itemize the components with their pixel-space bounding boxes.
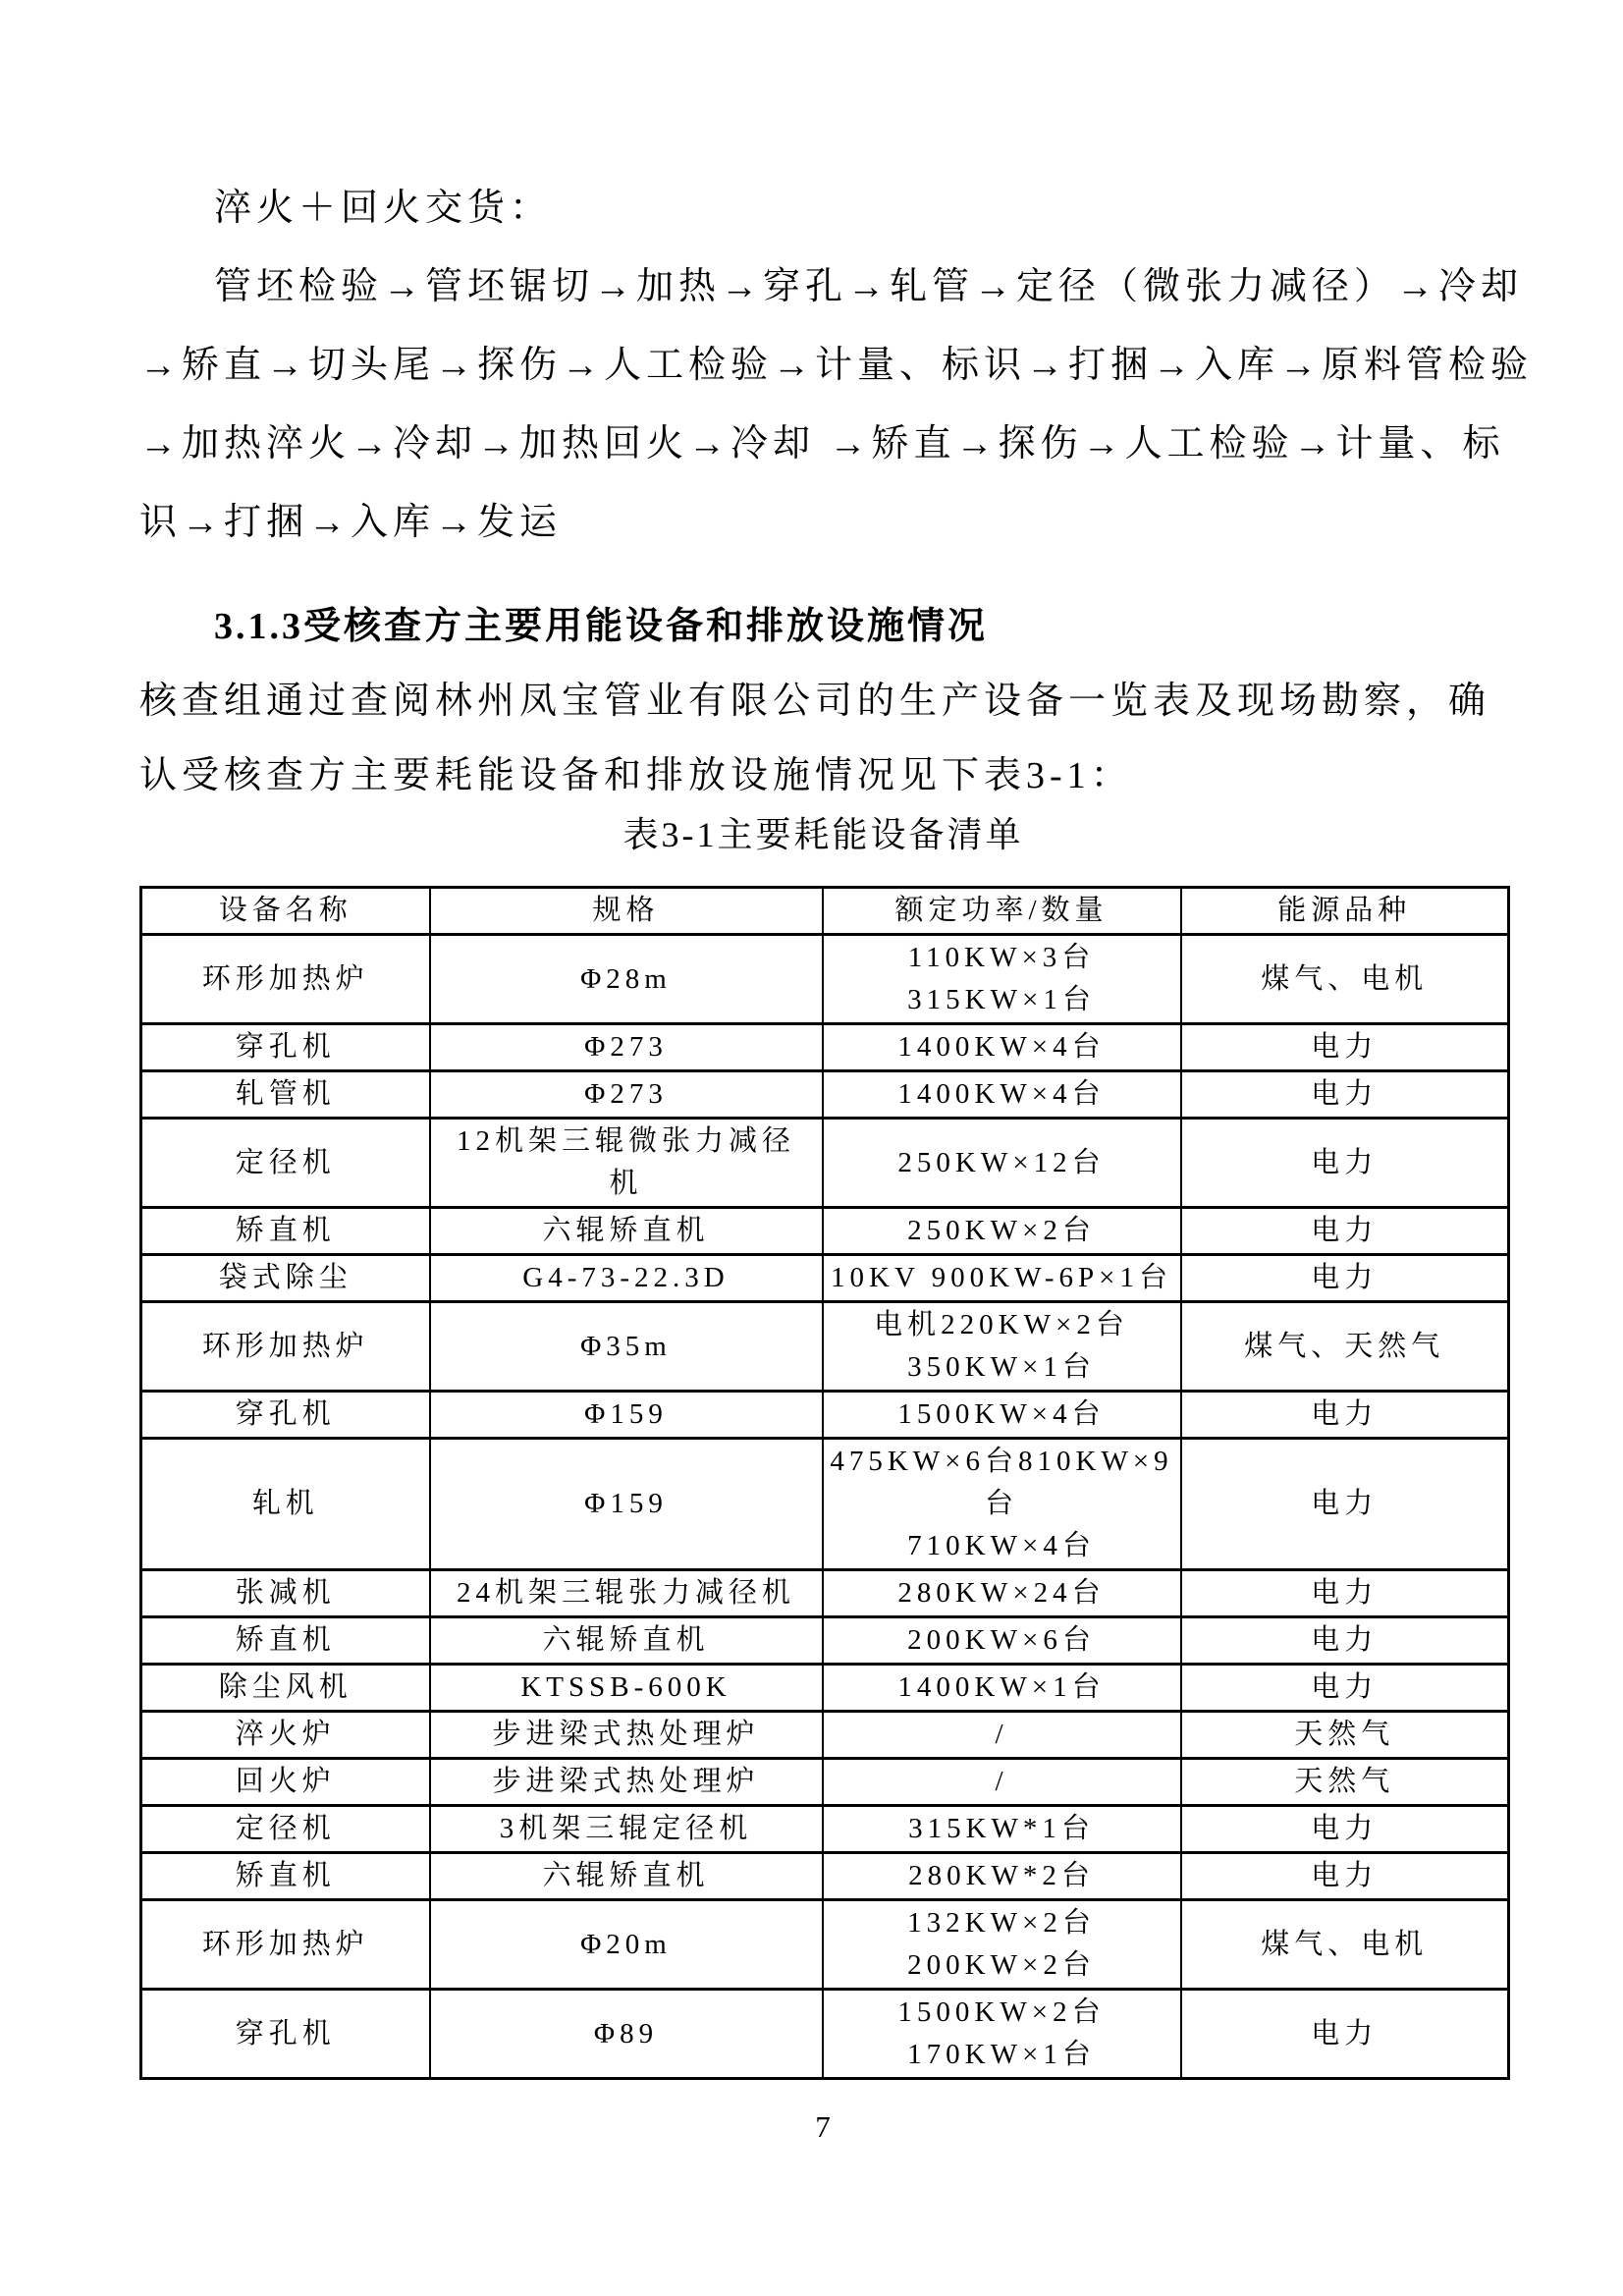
table-cell-line: 电力 (1311, 2017, 1379, 2050)
table-cell-line: 环形加热炉 (201, 962, 369, 995)
table-cell (141, 1759, 430, 1806)
table-cell-line: Φ35m (580, 1330, 672, 1362)
table-cell-line: 12机架三辊微张力减径 (456, 1125, 795, 1157)
table-cell-line: 回火炉 (235, 1766, 336, 1797)
table-cell-line: 步进梁式热处理炉 (492, 1766, 760, 1797)
table-cell (1181, 1392, 1509, 1439)
table-cell (141, 1255, 430, 1302)
table-cell (141, 935, 430, 1024)
table-cell (430, 1759, 823, 1806)
table-row (141, 1392, 1509, 1439)
table-cell (823, 1071, 1181, 1119)
table-cell-line: 1500KW×2台 (897, 1996, 1106, 2028)
table-cell (141, 1900, 430, 1990)
table-row (141, 1759, 1509, 1806)
table-cell-line: 定径机 (235, 1146, 336, 1178)
table-cell-line: KTSSB-600K (520, 1671, 731, 1703)
table-cell (141, 1665, 430, 1712)
table-cell (1181, 1024, 1509, 1071)
table-cell (141, 1071, 430, 1119)
table-cell-line: 除尘风机 (218, 1671, 352, 1703)
table-cell (141, 1617, 430, 1665)
table-cell-line: 六辊矫直机 (542, 1215, 710, 1246)
table-cell-line: 315KW×1台 (907, 984, 1096, 1015)
table-cell (430, 1617, 823, 1665)
paragraph-line: 认受核查方主要耗能设备和排放设施情况见下表3-1： (139, 755, 1133, 796)
table-cell-line: 10KV 900KW-6P×1台 (831, 1262, 1172, 1293)
table-cell-line: 电机220KW×2台 (874, 1309, 1129, 1340)
table-cell (1181, 1900, 1509, 1990)
table-cell (141, 1712, 430, 1759)
table-cell (823, 1665, 1181, 1712)
col-header-device-name: 设备名称 (141, 888, 430, 935)
table-cell (141, 1570, 430, 1617)
table-cell-line: 穿孔机 (235, 1398, 336, 1430)
table-cell-line: 24机架三辊张力减径机 (456, 1577, 795, 1609)
table-cell (1181, 1439, 1509, 1570)
table-cell-line: / (995, 1719, 1008, 1750)
table-cell (430, 1439, 823, 1570)
table-cell-line: 电力 (1311, 1671, 1379, 1703)
table-cell (430, 1900, 823, 1990)
table-cell (141, 1024, 430, 1071)
table-cell-line: 315KW*1台 (908, 1813, 1095, 1844)
process-flow-paragraph (139, 169, 1534, 562)
table-cell-line: 矫直机 (235, 1860, 336, 1891)
table-cell-line: 1500KW×4台 (897, 1398, 1106, 1430)
table-cell-line: 煤气、电机 (1261, 1928, 1429, 1960)
table-cell (823, 1853, 1181, 1900)
table-cell-line: 煤气、天然气 (1244, 1330, 1445, 1362)
table-cell-line: 280KW×24台 (897, 1577, 1106, 1609)
table-header-row (141, 888, 1509, 935)
table-cell-line: 250KW×12台 (897, 1146, 1106, 1178)
table-cell (430, 1302, 823, 1392)
table-cell-line: Φ89 (593, 2017, 659, 2050)
col-header-rated-power-qty: 额定功率/数量 (823, 888, 1181, 935)
table-cell (823, 1119, 1181, 1208)
table-row (141, 1071, 1509, 1119)
table-row (141, 1900, 1509, 1990)
table-cell (823, 1990, 1181, 2079)
table-cell (823, 1302, 1181, 1392)
table-cell (141, 1853, 430, 1900)
table-cell (823, 1759, 1181, 1806)
table-cell (430, 1712, 823, 1759)
table-cell-line: 机 (609, 1168, 643, 1199)
table-cell (141, 1302, 430, 1392)
table-cell (430, 935, 823, 1024)
table-cell (823, 1617, 1181, 1665)
table-cell (430, 1853, 823, 1900)
table-cell (823, 935, 1181, 1024)
table-cell-line: 六辊矫直机 (542, 1624, 710, 1656)
table-cell (1181, 1255, 1509, 1302)
table-cell (430, 1990, 823, 2079)
table-row (141, 1024, 1509, 1071)
table-cell-line: 天然气 (1294, 1719, 1395, 1750)
table-cell-line: / (995, 1766, 1008, 1797)
table-cell-line: 475KW×6台810KW×9台 (830, 1446, 1173, 1519)
table-cell-line: Φ273 (584, 1078, 668, 1110)
flow-line: 管坯检验→管坯锯切→加热→穿孔→轧管→定径（微张力减径）→冷却 (214, 266, 1524, 307)
table-cell (430, 1208, 823, 1255)
table-cell (1181, 1570, 1509, 1617)
table-title: 表3-1主要耗能设备清单 (622, 815, 1024, 854)
table-cell-line: 电力 (1311, 1262, 1379, 1293)
table-row (141, 1119, 1509, 1208)
table-cell (430, 1024, 823, 1071)
table-cell-line: 电力 (1311, 1078, 1379, 1110)
table-row (141, 1665, 1509, 1712)
table-cell (141, 1119, 430, 1208)
table-body (141, 935, 1509, 2079)
table-cell (430, 1806, 823, 1853)
table-cell (823, 1900, 1181, 1990)
table-cell (823, 1712, 1181, 1759)
table-cell-line: 穿孔机 (235, 2017, 336, 2050)
table-cell (141, 1990, 430, 2079)
table-cell-line: 煤气、电机 (1261, 962, 1429, 995)
table-cell-line: 环形加热炉 (201, 1330, 369, 1362)
table-cell (430, 1392, 823, 1439)
table-cell (1181, 1208, 1509, 1255)
table-cell (823, 1570, 1181, 1617)
table-cell-line: 200KW×2台 (907, 1949, 1096, 1981)
table-cell-line: 电力 (1311, 1215, 1379, 1246)
table-row (141, 1990, 1509, 2079)
table-cell (823, 1806, 1181, 1853)
flow-intro-line: 淬火＋回火交货： (214, 188, 553, 229)
table-cell-line: Φ273 (584, 1031, 668, 1063)
table-cell-line: Φ28m (580, 962, 672, 995)
table-cell-line: 350KW×1台 (907, 1351, 1096, 1383)
table-cell (141, 1439, 430, 1570)
table-cell-line: 矫直机 (235, 1624, 336, 1656)
table-cell-line: 电力 (1311, 1577, 1379, 1609)
flow-line: 识→打捆→入库→发运 (139, 502, 563, 543)
table-cell-line: 1400KW×1台 (897, 1671, 1106, 1703)
table-cell (430, 1119, 823, 1208)
table-cell (1181, 1712, 1509, 1759)
table-cell (823, 1439, 1181, 1570)
table-cell-line: Φ159 (584, 1488, 668, 1519)
flow-line: →加热淬火→冷却→加热回火→冷却 →矫直→探伤→人工检验→计量、标 (139, 423, 1505, 465)
table-cell-line: 定径机 (235, 1813, 336, 1844)
table-cell-line: 280KW*2台 (908, 1860, 1095, 1891)
table-cell (141, 1208, 430, 1255)
table-cell (1181, 935, 1509, 1024)
table-cell-line: 轧管机 (235, 1078, 336, 1110)
table-cell (1181, 1759, 1509, 1806)
table-cell (823, 1208, 1181, 1255)
table-row (141, 1439, 1509, 1570)
table-cell (1181, 1302, 1509, 1392)
col-header-spec: 规格 (430, 888, 823, 935)
table-cell-line: 环形加热炉 (201, 1928, 369, 1960)
paragraph-line: 核查组通过查阅林州凤宝管业有限公司的生产设备一览表及现场勘察，确 (139, 681, 1491, 722)
table-row (141, 1255, 1509, 1302)
table-cell-line: 电力 (1311, 1398, 1379, 1430)
section-heading: 3.1.3受核查方主要用能设备和排放设施情况 (214, 606, 989, 647)
table-cell-line: 天然气 (1294, 1766, 1395, 1797)
page-number: 7 (815, 2109, 832, 2144)
table-cell (430, 1665, 823, 1712)
table-cell-line: 1400KW×4台 (897, 1031, 1106, 1063)
table-cell-line: 电力 (1311, 1031, 1379, 1063)
table-cell-line: 电力 (1311, 1488, 1379, 1519)
table-cell-line: 矫直机 (235, 1215, 336, 1246)
table-cell (823, 1255, 1181, 1302)
table-cell (430, 1570, 823, 1617)
table-cell-line: 张减机 (235, 1577, 336, 1609)
energy-equipment-table (139, 886, 1510, 2080)
table-cell-line: 200KW×6台 (907, 1624, 1096, 1656)
table-row (141, 1806, 1509, 1853)
col-header-energy-type: 能源品种 (1181, 888, 1509, 935)
table-row (141, 1302, 1509, 1392)
table-cell (141, 1392, 430, 1439)
table-cell-line: 电力 (1311, 1624, 1379, 1656)
table-cell-line: 170KW×1台 (907, 2039, 1096, 2070)
table-cell-line: 132KW×2台 (907, 1907, 1096, 1939)
table-cell-line: 穿孔机 (235, 1031, 336, 1063)
table-cell-line: 袋式除尘 (218, 1262, 352, 1293)
table-cell-line: 电力 (1311, 1860, 1379, 1891)
table-cell (1181, 1665, 1509, 1712)
table-cell (1181, 1806, 1509, 1853)
table-cell-line: 1400KW×4台 (897, 1078, 1106, 1110)
table-cell-line: 淬火炉 (235, 1719, 336, 1750)
table-row (141, 1853, 1509, 1900)
table-cell (1181, 1853, 1509, 1900)
table-cell-line: Φ20m (580, 1928, 672, 1960)
table-cell (823, 1392, 1181, 1439)
table-row (141, 1570, 1509, 1617)
table-cell-line: 六辊矫直机 (542, 1860, 710, 1891)
table-cell (1181, 1617, 1509, 1665)
table-cell-line: 110KW×3台 (907, 942, 1096, 973)
flow-line: →矫直→切头尾→探伤→人工检验→计量、标识→打捆→入库→原料管检验 (139, 345, 1534, 386)
table-cell-line: 电力 (1311, 1813, 1379, 1844)
table-cell-line: 电力 (1311, 1146, 1379, 1178)
table-cell-line: Φ159 (584, 1398, 668, 1430)
table-row (141, 1208, 1509, 1255)
table-cell (430, 1255, 823, 1302)
table-cell (1181, 1990, 1509, 2079)
table-cell-line: G4-73-22.3D (522, 1262, 730, 1293)
table-cell (1181, 1119, 1509, 1208)
table-cell (1181, 1071, 1509, 1119)
table-cell (430, 1071, 823, 1119)
table-cell-line: 3机架三辊定径机 (499, 1813, 753, 1844)
table-cell (823, 1024, 1181, 1071)
table-cell (141, 1806, 430, 1853)
table-row (141, 1712, 1509, 1759)
table-row (141, 1617, 1509, 1665)
table-cell-line: 步进梁式热处理炉 (492, 1719, 760, 1750)
table-cell-line: 250KW×2台 (907, 1215, 1096, 1246)
table-row (141, 935, 1509, 1024)
table-cell-line: 轧机 (251, 1488, 319, 1519)
table-cell-line: 710KW×4台 (907, 1530, 1096, 1561)
